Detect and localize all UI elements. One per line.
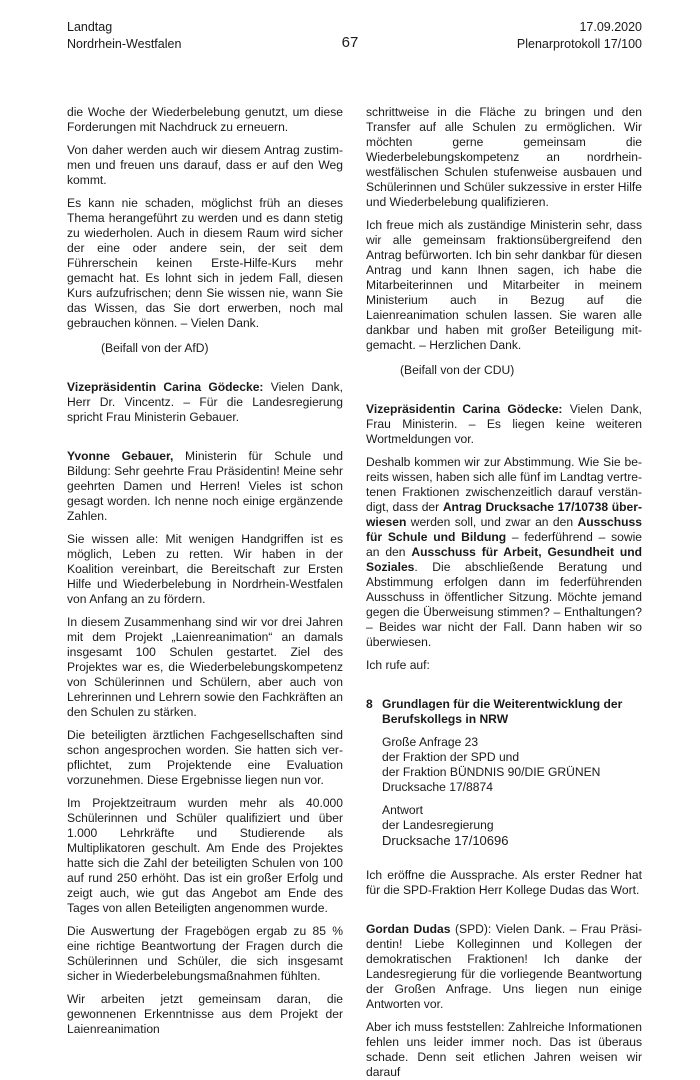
inquiry-line: der Fraktion BÜNDNIS 90/DIE GRÜNEN (382, 765, 601, 779)
answer-block (382, 803, 642, 848)
speaker-paragraph (366, 922, 642, 1012)
inquiry-line: Drucksache 17/8874 (382, 780, 493, 794)
vote-text: – federführend – sowie an den (366, 530, 642, 559)
agenda-item-title: Grundlagen für die Weiterentwicklung der Berufskollegs in NRW (382, 697, 623, 726)
paragraph: schrittweise in die Fläche zu bringen und den Transfer auf alle Schulen zu ermöglichen. Wir möchten gerne gemeinsam die Wiederbelebungskompetenz an nordrhein-westfälischen Schulen stufenweise ausbauen und Schülerinnen und Schüler sukzessive in erster Hilfe und Wiederbelebung qualifizieren. (366, 105, 642, 209)
agenda-item-details (366, 735, 642, 848)
spacer (366, 386, 642, 402)
vote-committee: Ausschuss für Schule und Bildung (366, 515, 642, 544)
speaker-text: (SPD): Vielen Dank. – Frau Präsidentin! Liebe Kolleginnen und Kollegen der demokratischen Fraktionen! Ich danke der Landesregierung für die vorliegende Beantwortung der Großen Anfrage. Uns liegen nun einige Antworten vor. (366, 922, 642, 1011)
paragraph: Im Projektzeitraum wurden mehr als 40.000 Schülerinnen und Schüler qualifiziert und über 1.000 Lehrkräfte und Studierende als Multiplikatoren geschult. Am Ende des Projektes hatte sich die Zahl der beteiligten Schulen von 100 auf rund 250 erhöht. Das ist ein großer Erfolg und zeigt auch, wie gut das Angebot am Ende des Tages von allen Beteiligten angenommen wurde. (67, 796, 343, 915)
paragraph: In diesem Zusammenhang sind wir vor drei Jahren mit dem Projekt „Laienreanimation“ an damals insgesamt 100 Schulen gestartet. Ziel des Projektes war es, die Wiederbelebungskompetenz von Schülerinnen und Schülern, aber auch von Lehrerinnen und Lehrern sowie den Fachkräften an den Schulen zu stärken. (67, 615, 343, 719)
vote-motion: Antrag Drucksache 17/10738 überwiesen (366, 500, 642, 529)
paragraph: Die beteiligten ärztlichen Fachgesellschaften sind schon angesprochen worden. Sie hatten sich verpflichtet, zum Projektende eine Evaluation vorzunehmen. Diese Ergebnisse liegen nun vor. (67, 728, 343, 787)
left-column (67, 105, 343, 1037)
paragraph: Ich rufe auf: (366, 658, 430, 672)
speaker-text: Vielen Dank, Frau Ministerin. – Es liegen keine weiteren Wortmeldungen vor. (366, 402, 643, 446)
paragraph: Ich eröffne die Aussprache. Als erster Redner hat für die SPD-Fraktion Herr Kollege Dudas das Wort. (366, 868, 642, 897)
agenda-item (366, 697, 642, 727)
speaker-name: Vizepräsidentin Carina Gödecke: (67, 380, 264, 394)
paragraph: die Woche der Wiederbelebung genutzt, um diese Forderungen mit Nachdruck zu erneuern. (67, 105, 343, 134)
paragraph: Sie wissen alle: Mit wenigen Handgriffen ist es möglich, Leben zu retten. Wir haben in der Koalition vereinbart, die Bereitschaft zur Ersten Hilfe und Wiederbelebung in Nordrhein-Westfalen von Anfang an zu fördern. (67, 532, 343, 606)
spacer (67, 364, 343, 380)
paragraph: Es kann nie schaden, möglichst früh an dieses Thema herangeführt zu werden und es dann stetig zu wiederholen. Auch in diesem Raum wird sicher der eine oder andere sein, der seit dem Führerschein keinen Erste-Hilfe-Kurs mehr gemacht hat. Es lohnt sich in jedem Fall, diesen Kurs aufzufrischen; denn Sie wissen nie, wann Sie das Wissen, das Sie dort erwerben, noch mal gebrauchen können. – Vielen Dank. (67, 196, 343, 330)
spacer (366, 681, 642, 693)
vote-text: Deshalb kommen wir zur Abstimmung. Wie Sie bereits wissen, haben sich alle fünf im Landtag vertretenen Fraktionen zwischenzeitlich darauf verständigt, dass der (366, 455, 642, 514)
inquiry-line: der Fraktion der SPD und (382, 750, 520, 764)
header-date: 17.09.2020 (579, 20, 642, 34)
spacer (366, 906, 642, 922)
speaker-paragraph (366, 402, 642, 447)
inquiry-block (382, 735, 642, 795)
header-protocol: Plenarprotokoll 17/100 (516, 37, 642, 51)
paragraph: Die Auswertung der Fragebögen ergab zu 85 % eine richtige Beantwortung der Fragen durch die Schülerinnen und Schüler, die sich insgesamt sicher in Wiederbelebungsmaßnahmen fühlten. (67, 924, 343, 983)
answer-line: Drucksache 17/10696 (382, 833, 509, 848)
paragraph: Aber ich muss feststellen: Zahlreiche Informationen fehlen uns leider immer noch. Das ist überaus schade. Denn seit etlichen Jahren weisen wir darauf (366, 1020, 642, 1079)
speaker-paragraph (67, 380, 343, 425)
vote-text: werden soll, und zwar an den (406, 515, 578, 529)
header-state: Nordrhein-Westfalen (67, 37, 182, 51)
paragraph: Wir arbeiten jetzt gemeinsam daran, die gewonnenen Erkenntnisse aus dem Projekt der Laienreanimation (67, 992, 343, 1036)
applause-note: (Beifall von der CDU) (400, 363, 515, 377)
spacer (366, 856, 642, 868)
page-number: 67 (341, 34, 359, 51)
header-parliament: Landtag (67, 20, 113, 34)
answer-line: der Landesregierung (382, 818, 494, 832)
applause-note: (Beifall von der AfD) (101, 341, 209, 355)
vote-committee: Ausschuss für Arbeit, Gesundheit und Soziales (366, 545, 642, 574)
speaker-text: Ministerin für Schule und Bildung: Sehr geehrte Frau Präsidentin! Meine sehr geehrten Damen und Herren! Vieles ist schon gesagt worden. Ich nenne noch einige ergänzende Zahlen. (67, 449, 343, 523)
speaker-name: Gordan Dudas (366, 922, 451, 936)
agenda-item-number: 8 (366, 697, 373, 711)
right-column (366, 105, 642, 1080)
header-right (517, 19, 642, 53)
speaker-name: Yvonne Gebauer, (67, 449, 174, 463)
vote-paragraph (366, 455, 642, 650)
paragraph: Von daher werden auch wir diesem Antrag zustimmen und freuen uns darauf, dass er auf den Weg kommt. (67, 143, 343, 187)
spacer (67, 433, 343, 449)
answer-line: Antwort (382, 803, 423, 817)
speaker-name: Vizepräsidentin Carina Gödecke: (366, 402, 563, 416)
paragraph: Ich freue mich als zuständige Ministerin sehr, dass wir alle gemeinsam fraktionsübergreifend den Antrag befürworten. Ich bin sehr dankbar für diesen Antrag und kann Ihnen sagen, ich habe die Mitarbeiterinnen und Mitarbeiter in meinem Ministerium auch in Bezug auf die Laienreanimation schulen lassen. Sie waren alle dankbar und haben mit großer Beteiligung mitgemacht. – Herzlichen Dank. (366, 218, 642, 352)
vote-text: . Die abschließende Beratung und Abstimmung erfolgen dann im federführenden Ausschuss in öffentlicher Sitzung. Möchte jemand gegen die Überweisung stimmen? – Enthaltungen? – Beides war nicht der Fall. Dann haben wir so überwiesen. (366, 560, 642, 649)
speaker-paragraph (67, 449, 343, 524)
speaker-text: Vielen Dank, Herr Dr. Vincentz. – Für die Landesregierung spricht Frau Ministerin Gebauer. (67, 380, 344, 424)
inquiry-line: Große Anfrage 23 (382, 735, 479, 749)
